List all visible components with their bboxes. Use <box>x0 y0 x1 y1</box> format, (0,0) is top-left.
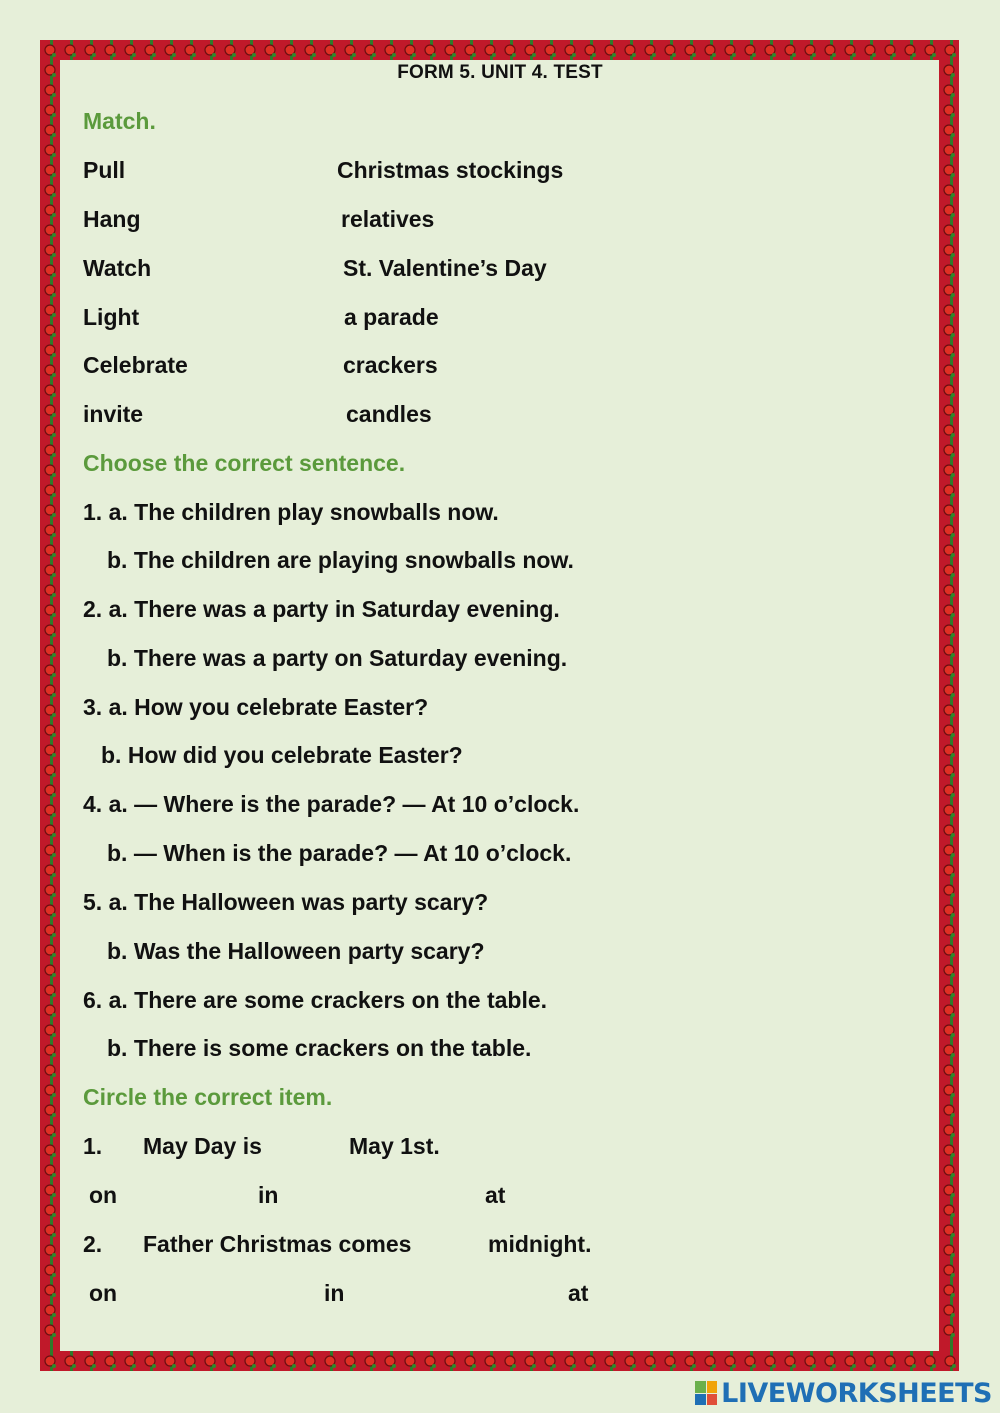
circle-q2-text: Father Christmas comes <box>143 1231 412 1257</box>
circle-q2-option-in[interactable]: in <box>324 1280 345 1306</box>
logo-square-4 <box>707 1394 718 1406</box>
circle-q2-option-on[interactable]: on <box>89 1280 118 1306</box>
circle-q1-option-on[interactable]: on <box>89 1182 118 1208</box>
logo-icon <box>695 1381 717 1405</box>
choose-heading: Choose the correct sentence. <box>83 450 406 476</box>
match-left-4: Light <box>83 304 140 330</box>
match-left-1: Pull <box>83 157 126 183</box>
circle-q2-option-at[interactable]: at <box>568 1280 589 1306</box>
choose-3a: 3. a. How you celebrate Easter? <box>83 694 429 720</box>
choose-6b: b. There is some crackers on the table. <box>107 1035 532 1061</box>
choose-1a: 1. a. The children play snowballs now. <box>83 499 499 525</box>
choose-2a: 2. a. There was a party in Saturday evening. <box>83 596 560 622</box>
choose-1b: b. The children are playing snowballs now. <box>107 547 574 573</box>
circle-q1-text: May Day is <box>143 1133 262 1159</box>
match-heading: Match. <box>83 108 156 134</box>
match-right-5: crackers <box>343 352 438 378</box>
logo-square-2 <box>707 1381 718 1393</box>
circle-q1-option-in[interactable]: in <box>258 1182 279 1208</box>
choose-4a: 4. a. — Where is the parade? — At 10 o’clock. <box>83 791 580 817</box>
liveworksheets-logo[interactable] <box>695 1376 992 1410</box>
match-right-2: relatives <box>341 206 435 232</box>
circle-q2-number: 2. <box>83 1231 103 1257</box>
page-title: FORM 5. UNIT 4. TEST <box>397 62 603 83</box>
choose-2b: b. There was a party on Saturday evening. <box>107 645 568 671</box>
match-left-2: Hang <box>83 206 141 232</box>
choose-6a: 6. a. There are some crackers on the table. <box>83 987 548 1013</box>
choose-3b: b. How did you celebrate Easter? <box>101 742 463 768</box>
circle-q1-option-at[interactable]: at <box>485 1182 506 1208</box>
match-right-1: Christmas stockings <box>337 157 564 183</box>
match-right-6: candles <box>346 401 432 427</box>
match-right-3: St. Valentine’s Day <box>343 255 547 281</box>
circle-q1-number: 1. <box>83 1133 103 1159</box>
choose-5b: b. Was the Halloween party scary? <box>107 938 485 964</box>
logo-text: LIVEWORKSHEETS <box>721 1377 992 1409</box>
circle-q2-end: midnight. <box>488 1231 592 1257</box>
circle-heading: Circle the correct item. <box>83 1084 333 1110</box>
logo-square-1 <box>695 1381 706 1393</box>
circle-q1-end: May 1st. <box>349 1133 440 1159</box>
choose-5a: 5. a. The Halloween was party scary? <box>83 889 489 915</box>
choose-4b: b. — When is the parade? — At 10 o’clock. <box>107 840 572 866</box>
match-right-4: a parade <box>344 304 439 330</box>
match-left-6: invite <box>83 401 144 427</box>
match-left-3: Watch <box>83 255 152 281</box>
match-left-5: Celebrate <box>83 352 188 378</box>
logo-square-3 <box>695 1394 706 1406</box>
